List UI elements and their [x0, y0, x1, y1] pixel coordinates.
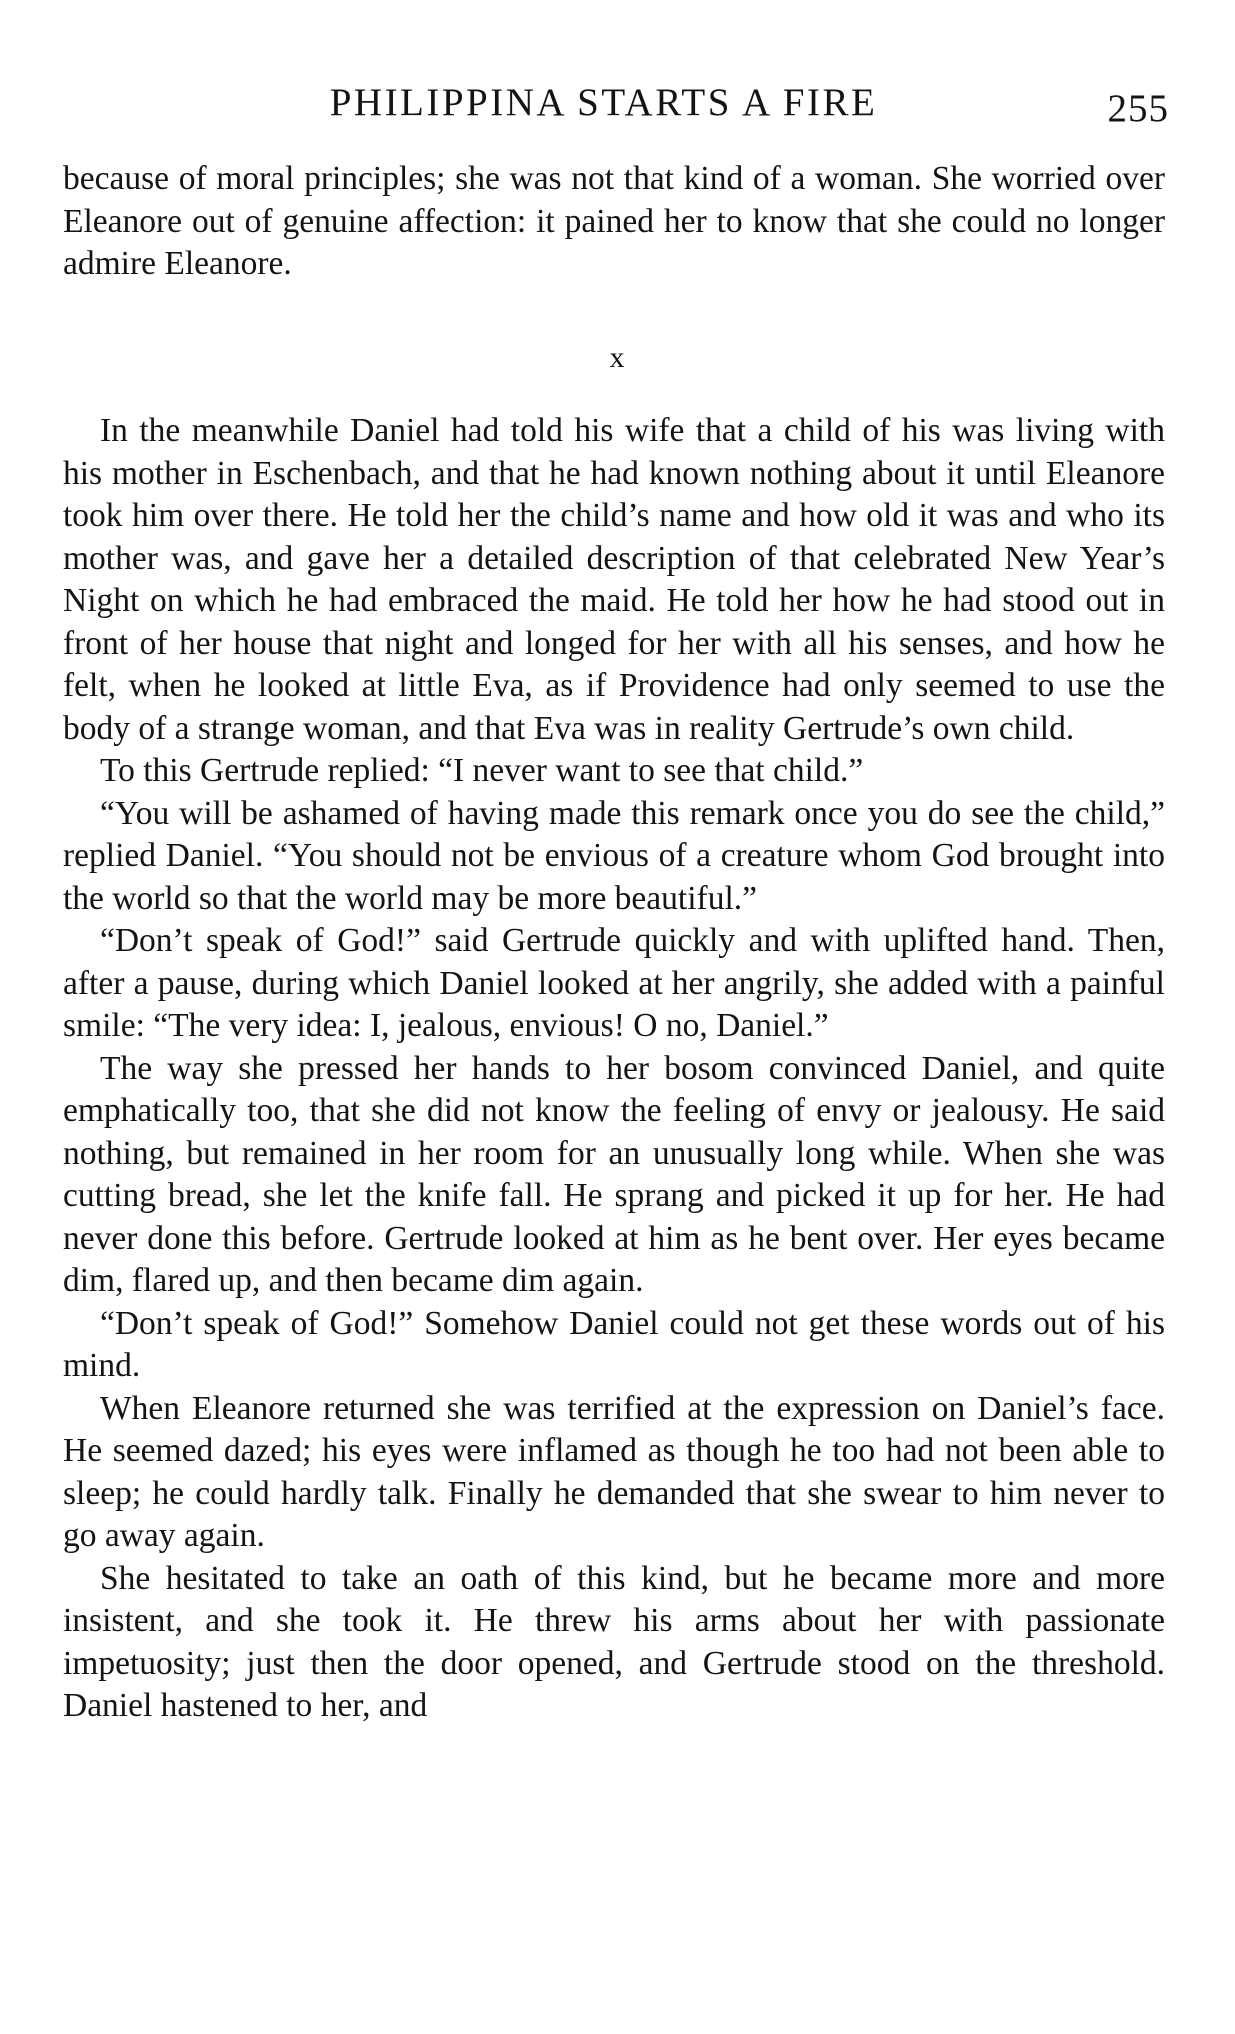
continuation-text [63, 158, 1165, 286]
paragraph: To this Gertrude replied: “I never want to see that child.” [100, 752, 864, 789]
section-body [63, 410, 1165, 1728]
paragraph: “Don’t speak of God!” Somehow Daniel could not get these words out of his mind. [63, 1304, 1165, 1384]
paragraph: The way she pressed her hands to her bosom convinced Daniel, and quite emphatically too, that she did not know the feeling of envy or jealousy. He said nothing, but remained in her room for an unusually long while. When she was cutting bread, she let the knife fall. He sprang and picked it up for her. He had never done this before. Gertrude looked at him as he bent over. Her eyes became dim, flared up, and then became dim again. [63, 1049, 1165, 1299]
continuation-paragraph: because of moral principles; she was not that kind of a woman. She worried over Eleanore out of genuine affection: it pained her to know that she could no longer admire Eleanore. [63, 160, 1165, 282]
paragraph: “Don’t speak of God!” said Gertrude quickly and with uplifted hand. Then, after a pause, during which Daniel looked at her angrily, she added with a painful smile: “The very idea: I, jealous, envious! O no, Daniel.” [63, 922, 1165, 1044]
paragraph: She hesitated to take an oath of this kind, but he became more and more insistent, and she took it. He threw his arms about her with passionate impetuosity; just then the door opened, and Gertrude stood on the threshold. Daniel hastened to her, and [63, 1559, 1165, 1724]
paragraph: “You will be ashamed of having made this remark once you do see the child,” replied Daniel. “You should not be envious of a creature whom God brought into the world so that the world may be more beautiful.” [63, 794, 1165, 917]
paragraph: In the meanwhile Daniel had told his wife that a child of his was living with his mother in Eschenbach, and that he had known nothing about it until Eleanore took him over there. He told her the child’s name and how old it was and who its mother was, and gave her a detailed description of that celebrated New Year’s Night on which he had embraced the maid. He told her how he had stood out in front of her house that night and longed for her with all his senses, and how he felt, when he looked at little Eva, as if Providence had only seemed to use the body of a strange woman, and that Eva was in reality Gertrude’s own child. [63, 412, 1165, 747]
page-number: 255 [1107, 87, 1169, 130]
section-mark: x [609, 341, 626, 374]
running-title: PHILIPPINA STARTS A FIRE [329, 81, 878, 124]
paragraph: When Eleanore returned she was terrified at the expression on Daniel’s face. He seemed dazed; his eyes were inflamed as though he too had not been able to sleep; he could hardly talk. Finally he demanded that she swear to him never to go away again. [63, 1389, 1165, 1554]
running-head [0, 78, 1235, 128]
